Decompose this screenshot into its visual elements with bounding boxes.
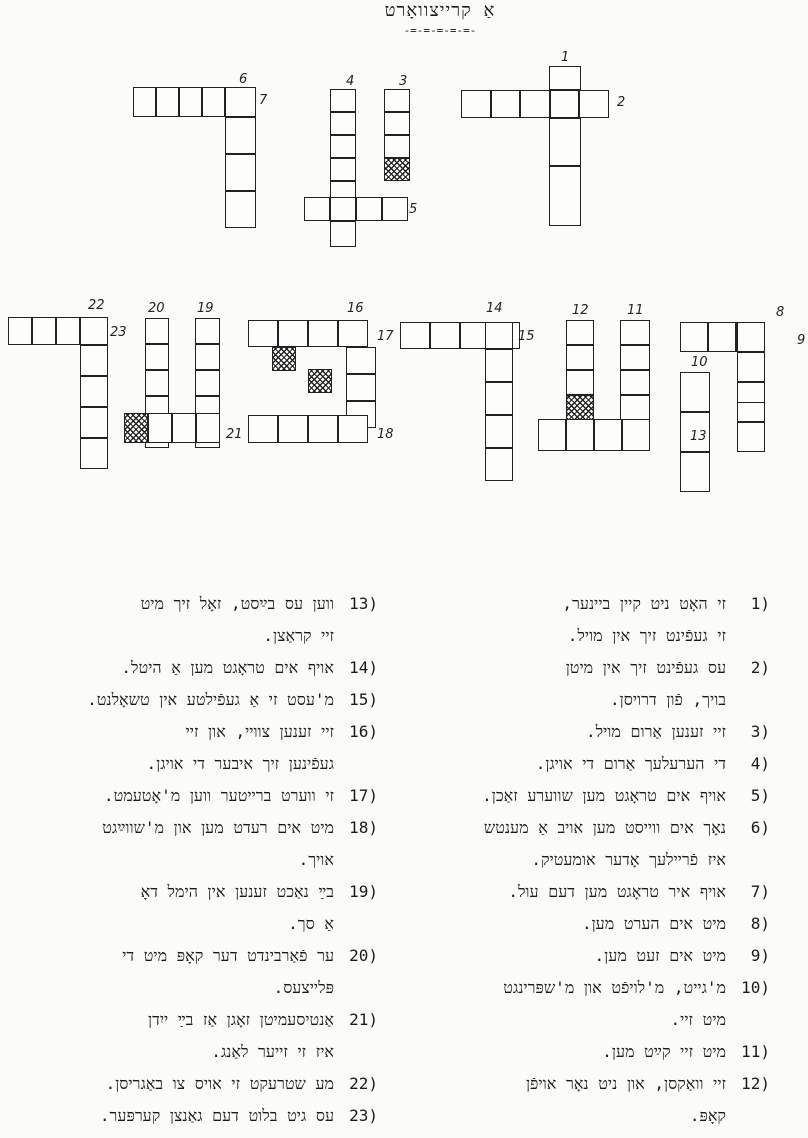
crossword-cell[interactable] [400, 322, 430, 349]
clue-item [410, 652, 770, 716]
crossword-cell[interactable] [133, 87, 156, 117]
clue-text-line: אַ סך. [288, 914, 334, 933]
clue-text-line: בײַ נאַכט זענען אין הימל דאָ [140, 882, 334, 901]
clue-text-line: זיי וואַקסן, און ניט נאָר אויפֿן [525, 1074, 726, 1093]
clue-text-line: ער פֿאַרבינדט דער קאָפּ מיט די [122, 946, 334, 965]
crossword-cell[interactable] [680, 452, 710, 492]
crossword-cell[interactable] [346, 347, 376, 374]
clue-number-10: 10 [691, 355, 708, 370]
clue-text-line: מיט זיי קײַט מען. [602, 1042, 726, 1061]
crossword-cell[interactable] [579, 90, 609, 118]
clue-text-line: נאָך אים ווייסט מען אויב אַ מענטש [483, 818, 726, 837]
crossword-cell[interactable] [737, 352, 765, 382]
crossword-cell[interactable] [356, 197, 382, 221]
clue-text-line: קאָפּ. [689, 1106, 726, 1125]
clues-column-left [0, 588, 378, 1132]
clue-text-line: מ'עסט זי אַ געפֿילטע אין טשאָלנט. [87, 690, 334, 709]
clue-number: 1) [750, 594, 770, 613]
clue-number-13: 13 [690, 429, 707, 444]
crossword-cell[interactable] [566, 370, 594, 395]
clue-number-1: 1 [561, 50, 570, 65]
clue-text-line: בויך, פֿון דרויסן. [610, 690, 726, 709]
crossword-cell[interactable] [384, 135, 410, 158]
clue-number-22: 22 [88, 298, 105, 313]
crossword-cell[interactable] [308, 415, 338, 443]
crossword-cell[interactable] [156, 87, 179, 117]
clue-number-8: 8 [776, 305, 785, 320]
clue-text-line: אַנטיסעמיטן זאָגן אַז בײַ ייִדן [148, 1010, 334, 1029]
clue-number-18: 18 [377, 427, 394, 442]
clue-text-line: פּלייצעס. [273, 978, 334, 997]
crossword-cell[interactable] [145, 318, 169, 344]
crossword-cell[interactable] [485, 349, 513, 382]
clue-number-2: 2 [617, 95, 626, 110]
crossword-cell[interactable] [248, 320, 278, 347]
crossword-cell[interactable] [594, 419, 622, 451]
clue-number: 4) [750, 754, 770, 773]
clue-number-21: 21 [226, 427, 243, 442]
clue-number: 20) [349, 946, 378, 965]
clue-number-4: 4 [346, 74, 355, 89]
clue-number-12: 12 [572, 303, 589, 318]
crossword-cell[interactable] [195, 344, 220, 370]
crossword-cell[interactable] [491, 90, 521, 118]
clue-item [410, 1036, 770, 1068]
clue-item [410, 588, 770, 652]
crossword-cell[interactable] [566, 419, 594, 451]
crossword-cell[interactable] [550, 90, 580, 118]
crossword-cell[interactable] [620, 320, 650, 345]
crossword-cell[interactable] [680, 322, 708, 352]
clue-item [0, 780, 378, 812]
crossword-cell[interactable] [622, 419, 650, 451]
crossword-cell[interactable] [384, 89, 410, 112]
crossword-cell[interactable] [338, 320, 368, 347]
crossword-cell[interactable] [32, 317, 56, 345]
crossword-cell[interactable] [330, 221, 356, 247]
clue-item [0, 876, 378, 940]
shaded-cell [272, 347, 296, 371]
shaded-cell [124, 413, 148, 443]
crossword-cell[interactable] [620, 395, 650, 420]
crossword-cell[interactable] [330, 197, 356, 221]
clue-text-line: עס גיט בלוט דעם גאַנצן קערפּער. [99, 1106, 334, 1125]
crossword-cell[interactable] [195, 370, 220, 396]
clue-number: 22) [349, 1074, 378, 1093]
clue-item [0, 588, 378, 652]
clue-number: 11) [741, 1042, 770, 1061]
clue-text-line: מ'גייט, מ'לויפֿט און מ'שפּרינגט [503, 978, 726, 997]
clue-text-line: געפֿינען זיך איבער די אויגן. [146, 754, 334, 773]
clue-number-3: 3 [399, 74, 408, 89]
crossword-cell[interactable] [461, 90, 491, 118]
shaded-cell [308, 369, 332, 393]
clue-number: 9) [750, 946, 770, 965]
crossword-cell[interactable] [202, 87, 225, 117]
clue-text-line: מיט אים זעט מען. [594, 946, 726, 965]
crossword-cell[interactable] [225, 117, 256, 154]
clue-number: 12) [741, 1074, 770, 1093]
clue-number-16: 16 [347, 301, 364, 316]
clue-item [0, 716, 378, 780]
clue-text-line: מע שטרעקט זי אויס צו באַגריסן. [105, 1074, 334, 1093]
clues-column-right [410, 588, 770, 1132]
clue-number: 21) [349, 1010, 378, 1029]
crossword-cell[interactable] [566, 345, 594, 370]
crossword-cell[interactable] [549, 166, 581, 226]
clue-item [410, 940, 770, 972]
clue-number-6: 6 [239, 72, 248, 87]
clue-item [0, 940, 378, 1004]
clue-text-line: איז פֿריילעך אָדער אומעטיק. [531, 850, 726, 869]
crossword-cell[interactable] [549, 66, 581, 90]
crossword-cell[interactable] [145, 370, 169, 396]
crossword-cell[interactable] [708, 322, 736, 352]
clue-text-line: מיט אים רעדט מען און מ'שווײַגט [102, 818, 334, 837]
crossword-cell[interactable] [248, 415, 278, 443]
crossword-cell[interactable] [80, 376, 108, 407]
clue-number-15: 15 [518, 329, 535, 344]
clue-number: 2) [750, 658, 770, 677]
crossword-cell[interactable] [549, 118, 581, 166]
clue-number: 17) [349, 786, 378, 805]
crossword-cell[interactable] [308, 320, 338, 347]
crossword-cell[interactable] [485, 448, 513, 481]
clue-number: 15) [349, 690, 378, 709]
crossword-cell[interactable] [330, 158, 356, 181]
crossword-cell[interactable] [485, 382, 513, 415]
clue-item [410, 780, 770, 812]
clue-number-14: 14 [486, 301, 503, 316]
clue-number-20: 20 [148, 301, 165, 316]
clue-number-5: 5 [409, 202, 418, 217]
clue-number: 8) [750, 914, 770, 933]
crossword-cell[interactable] [148, 413, 172, 443]
crossword-cell[interactable] [80, 407, 108, 438]
clue-item [410, 716, 770, 748]
clue-text-line: זיי זענען צוויי, און זיי [185, 722, 334, 741]
crossword-cell[interactable] [384, 112, 410, 135]
clue-text-line: זי האָט ניט קיין ביינער, [562, 594, 726, 613]
crossword-cell[interactable] [80, 317, 108, 345]
clue-text-line: זי ווערט ברייטער ווען מ'אָטעמט. [103, 786, 334, 805]
crossword-cell[interactable] [195, 318, 220, 344]
crossword-cell[interactable] [346, 374, 376, 401]
clue-item [0, 684, 378, 716]
clue-item [410, 748, 770, 780]
clue-text-line: אויף אים טראָגט מען אַ היטל. [121, 658, 334, 677]
crossword-cell[interactable] [485, 415, 513, 448]
crossword-cell[interactable] [620, 370, 650, 395]
crossword-cell[interactable] [80, 345, 108, 376]
crossword-cell[interactable] [225, 191, 256, 228]
crossword-cell[interactable] [382, 197, 408, 221]
crossword-cell[interactable] [566, 320, 594, 345]
shaded-cell [384, 158, 410, 181]
crossword-cell[interactable] [737, 422, 765, 452]
crossword-cell[interactable] [430, 322, 460, 349]
title-underline: -=-=-=-=-=- [403, 24, 477, 37]
crossword-cell[interactable] [520, 90, 550, 118]
clue-text-line: זיי זענען אַרום מויל. [585, 722, 726, 741]
crossword-cell[interactable] [330, 112, 356, 135]
clue-text-line: אויף איר טראָגט מען דעם עול. [508, 882, 726, 901]
crossword-cell[interactable] [278, 320, 308, 347]
crossword-cell[interactable] [304, 197, 330, 221]
clue-item [0, 652, 378, 684]
clue-number: 14) [349, 658, 378, 677]
clue-text-line: אויף אים טראָגט מען שווערע זאַכן. [482, 786, 726, 805]
crossword-cell[interactable] [680, 372, 710, 412]
crossword-cell[interactable] [485, 322, 513, 349]
crossword-cell[interactable] [278, 415, 308, 443]
clue-item [0, 1004, 378, 1068]
crossword-cell[interactable] [145, 344, 169, 370]
clue-number: 7) [750, 882, 770, 901]
clue-item [410, 812, 770, 876]
clue-number-17: 17 [377, 329, 394, 344]
clue-number: 23) [349, 1106, 378, 1125]
crossword-cell[interactable] [330, 135, 356, 158]
clue-text-line: מיט אים הערט מען. [581, 914, 726, 933]
crossword-cell[interactable] [737, 322, 765, 352]
clue-number: 19) [349, 882, 378, 901]
clue-number: 16) [349, 722, 378, 741]
clue-number-11: 11 [627, 303, 644, 318]
clue-number: 3) [750, 722, 770, 741]
crossword-cell[interactable] [620, 345, 650, 370]
clue-number: 10) [741, 978, 770, 997]
clue-item [0, 812, 378, 876]
clue-item [0, 1068, 378, 1100]
crossword-cell[interactable] [225, 154, 256, 191]
clue-number: 6) [750, 818, 770, 837]
crossword-cell[interactable] [80, 438, 108, 469]
clue-number-7: 7 [259, 93, 268, 108]
crossword-cell[interactable] [8, 317, 32, 345]
clue-number-19: 19 [197, 301, 214, 316]
clue-text-line: איז זי זייער לאַנג. [211, 1042, 334, 1061]
crossword-cell[interactable] [196, 413, 220, 443]
clue-text-line: מיט זיי. [670, 1010, 726, 1029]
crossword-cell[interactable] [538, 419, 566, 451]
clue-text-line: עס געפֿינט זיך אין מיטן [565, 658, 726, 677]
crossword-cell[interactable] [225, 87, 256, 117]
clue-item [410, 1068, 770, 1132]
crossword-cell[interactable] [338, 415, 368, 443]
page-title: אַ קרייצוואָרט [384, 0, 496, 21]
shaded-cell [566, 395, 594, 420]
crossword-cell[interactable] [172, 413, 196, 443]
crossword-cell[interactable] [56, 317, 80, 345]
clue-item [410, 908, 770, 940]
crossword-cell[interactable] [737, 402, 765, 422]
clue-text-line: זי געפֿינט זיך אין מויל. [567, 626, 726, 645]
clue-number-23: 23 [110, 325, 127, 340]
clue-number-9: 9 [797, 333, 806, 348]
clue-number: 18) [349, 818, 378, 837]
clue-text-line: זיי קראַצן. [263, 626, 334, 645]
clue-item [0, 1100, 378, 1132]
crossword-cell[interactable] [330, 89, 356, 112]
clue-text-line: די הערעלעך אַרום די אויגן. [535, 754, 726, 773]
clue-text-line: ווען עס בײַסט, זאָל זיך מיט [140, 594, 334, 613]
clue-number: 5) [750, 786, 770, 805]
clue-number: 13) [349, 594, 378, 613]
clue-item [410, 972, 770, 1036]
clue-text-line: אויך. [298, 850, 334, 869]
clue-item [410, 876, 770, 908]
crossword-cell[interactable] [179, 87, 202, 117]
